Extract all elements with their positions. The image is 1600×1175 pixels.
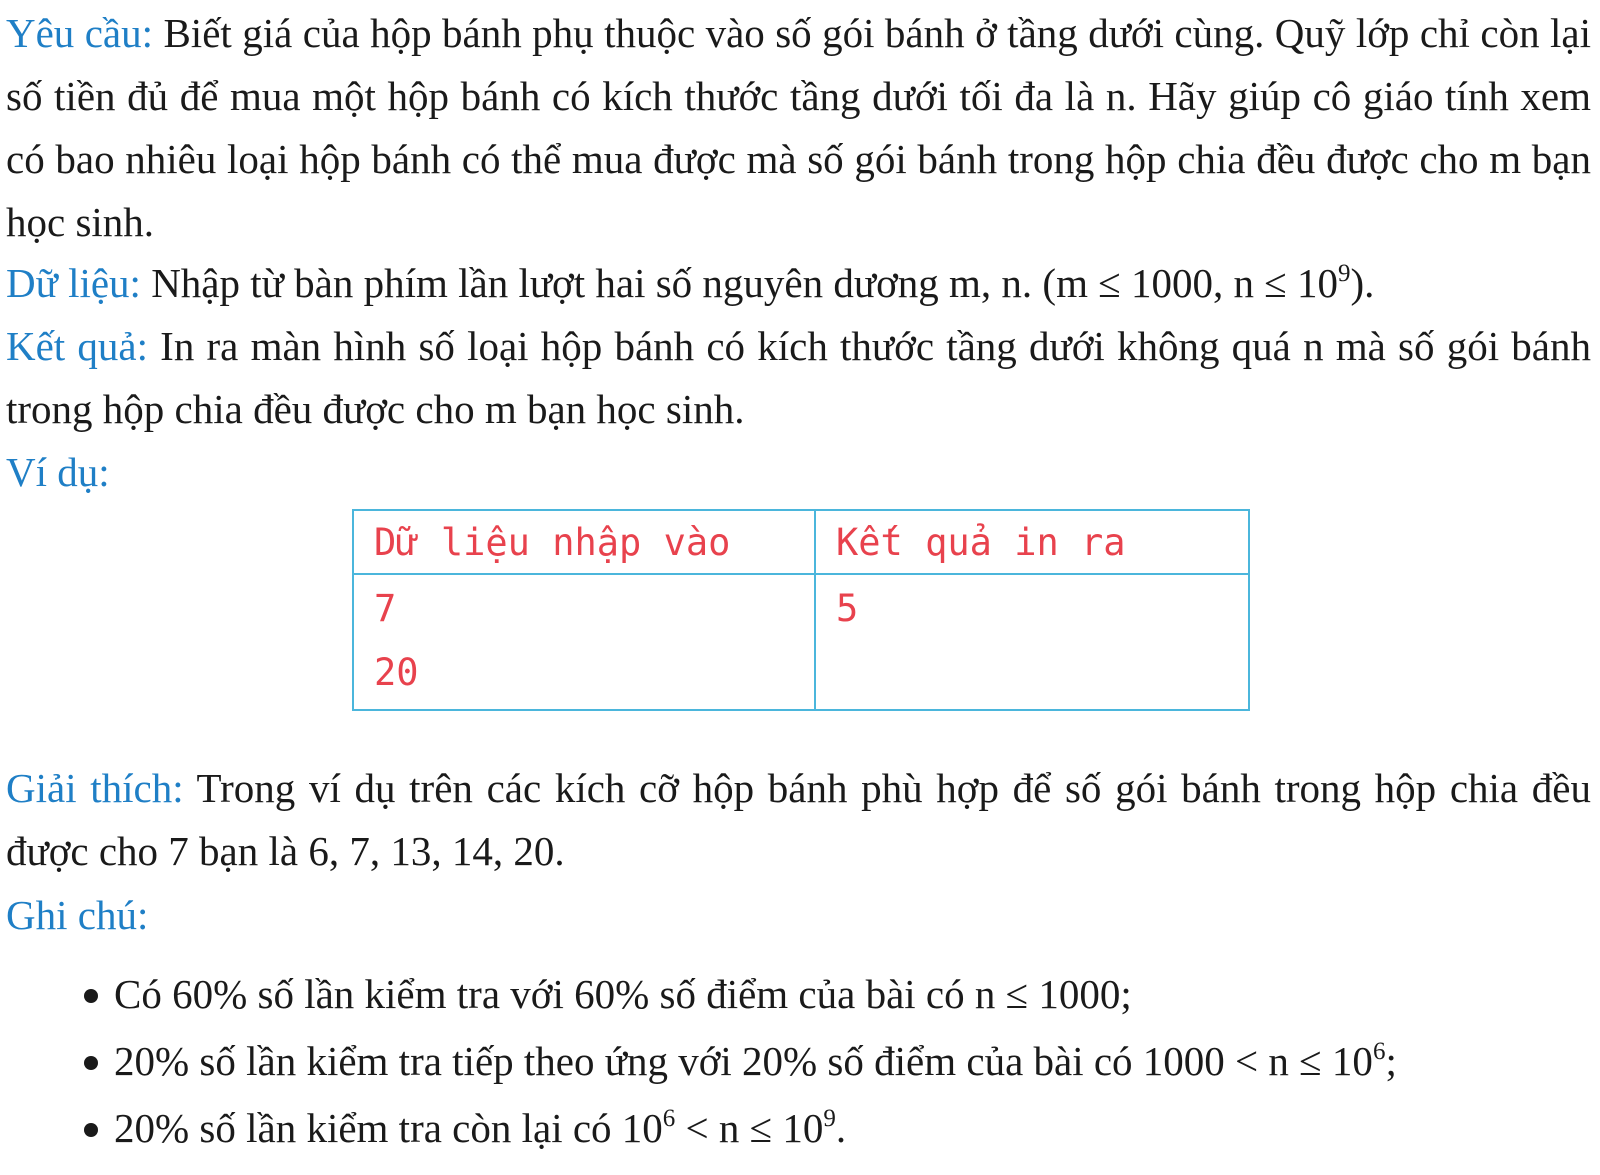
- input-label: Dữ liệu:: [6, 260, 141, 306]
- requirement-paragraph: [6, 2, 1591, 254]
- input-text-end: ).: [1350, 260, 1375, 306]
- notes-list-item: [80, 1095, 1580, 1162]
- example-table-header-input: Dữ liệu nhập vào: [353, 510, 815, 574]
- notes-list-item: [80, 1028, 1580, 1095]
- explanation-paragraph: [6, 757, 1591, 883]
- explanation-text: Trong ví dụ trên các kích cỡ hộp bánh phù hợp để số gói bánh trong hộp chia đều được cho 7 bạn là 6, 7, 13, 14, 20.: [6, 765, 1591, 874]
- bullet-icon: [84, 1056, 98, 1070]
- note-text-end: .: [835, 1105, 847, 1151]
- note-text: 20% số lần kiểm tra tiếp theo ứng với 20% số điểm của bài có 1000 < n ≤ 10: [114, 1038, 1373, 1084]
- example-output-line: 5: [836, 587, 859, 630]
- output-label: Kết quả:: [6, 323, 148, 369]
- notes-list-item: [80, 961, 1580, 1028]
- output-paragraph: [6, 315, 1591, 441]
- example-label: Ví dụ:: [6, 449, 110, 495]
- note-exponent: 6: [662, 1105, 676, 1132]
- output-text: In ra màn hình số loại hộp bánh có kích thước tầng dưới không quá n mà số gói bánh trong hộp chia đều được cho m bạn học sinh.: [6, 323, 1591, 432]
- notes-label: Ghi chú:: [6, 892, 149, 938]
- notes-list: [80, 961, 1580, 1162]
- notes-heading: [6, 884, 1591, 947]
- example-input-line: 20: [374, 651, 419, 694]
- note-text: 20% số lần kiểm tra còn lại có 10: [114, 1105, 663, 1151]
- bullet-icon: [84, 1123, 98, 1137]
- example-table-row: [353, 574, 1249, 710]
- note-text: Có 60% số lần kiểm tra với 60% số điểm của bài có n ≤ 1000;: [114, 971, 1132, 1017]
- requirement-label: Yêu cầu:: [6, 10, 154, 56]
- example-table-header-row: [353, 510, 1249, 574]
- note-exponent: 9: [823, 1105, 836, 1132]
- input-text: Nhập từ bàn phím lần lượt hai số nguyên dương m, n. (m ≤ 1000, n ≤ 10: [140, 260, 1338, 306]
- example-input-cell: [353, 574, 815, 710]
- explanation-label: Giải thích:: [6, 765, 184, 811]
- note-text-end: ;: [1385, 1038, 1397, 1084]
- example-output-cell: [815, 574, 1249, 710]
- note-text-middle: < n ≤ 10: [675, 1105, 824, 1151]
- example-table-header-output: Kết quả in ra: [815, 510, 1249, 574]
- input-paragraph: [6, 252, 1591, 315]
- note-exponent: 6: [1372, 1038, 1386, 1065]
- bullet-icon: [84, 989, 98, 1003]
- input-exponent: 9: [1337, 260, 1351, 287]
- requirement-text: Biết giá của hộp bánh phụ thuộc vào số gói bánh ở tầng dưới cùng. Quỹ lớp chỉ còn lại số tiền đủ để mua một hộp bánh có kích thước tầng dưới tối đa là n. Hãy giúp cô giáo tính xem có bao nhiêu loại hộp bánh có thể mua được mà số gói bánh trong hộp chia đều được cho m bạn học sinh.: [6, 10, 1591, 245]
- example-table: [352, 509, 1250, 711]
- example-heading: [6, 441, 1591, 504]
- example-input-line: 7: [374, 587, 397, 630]
